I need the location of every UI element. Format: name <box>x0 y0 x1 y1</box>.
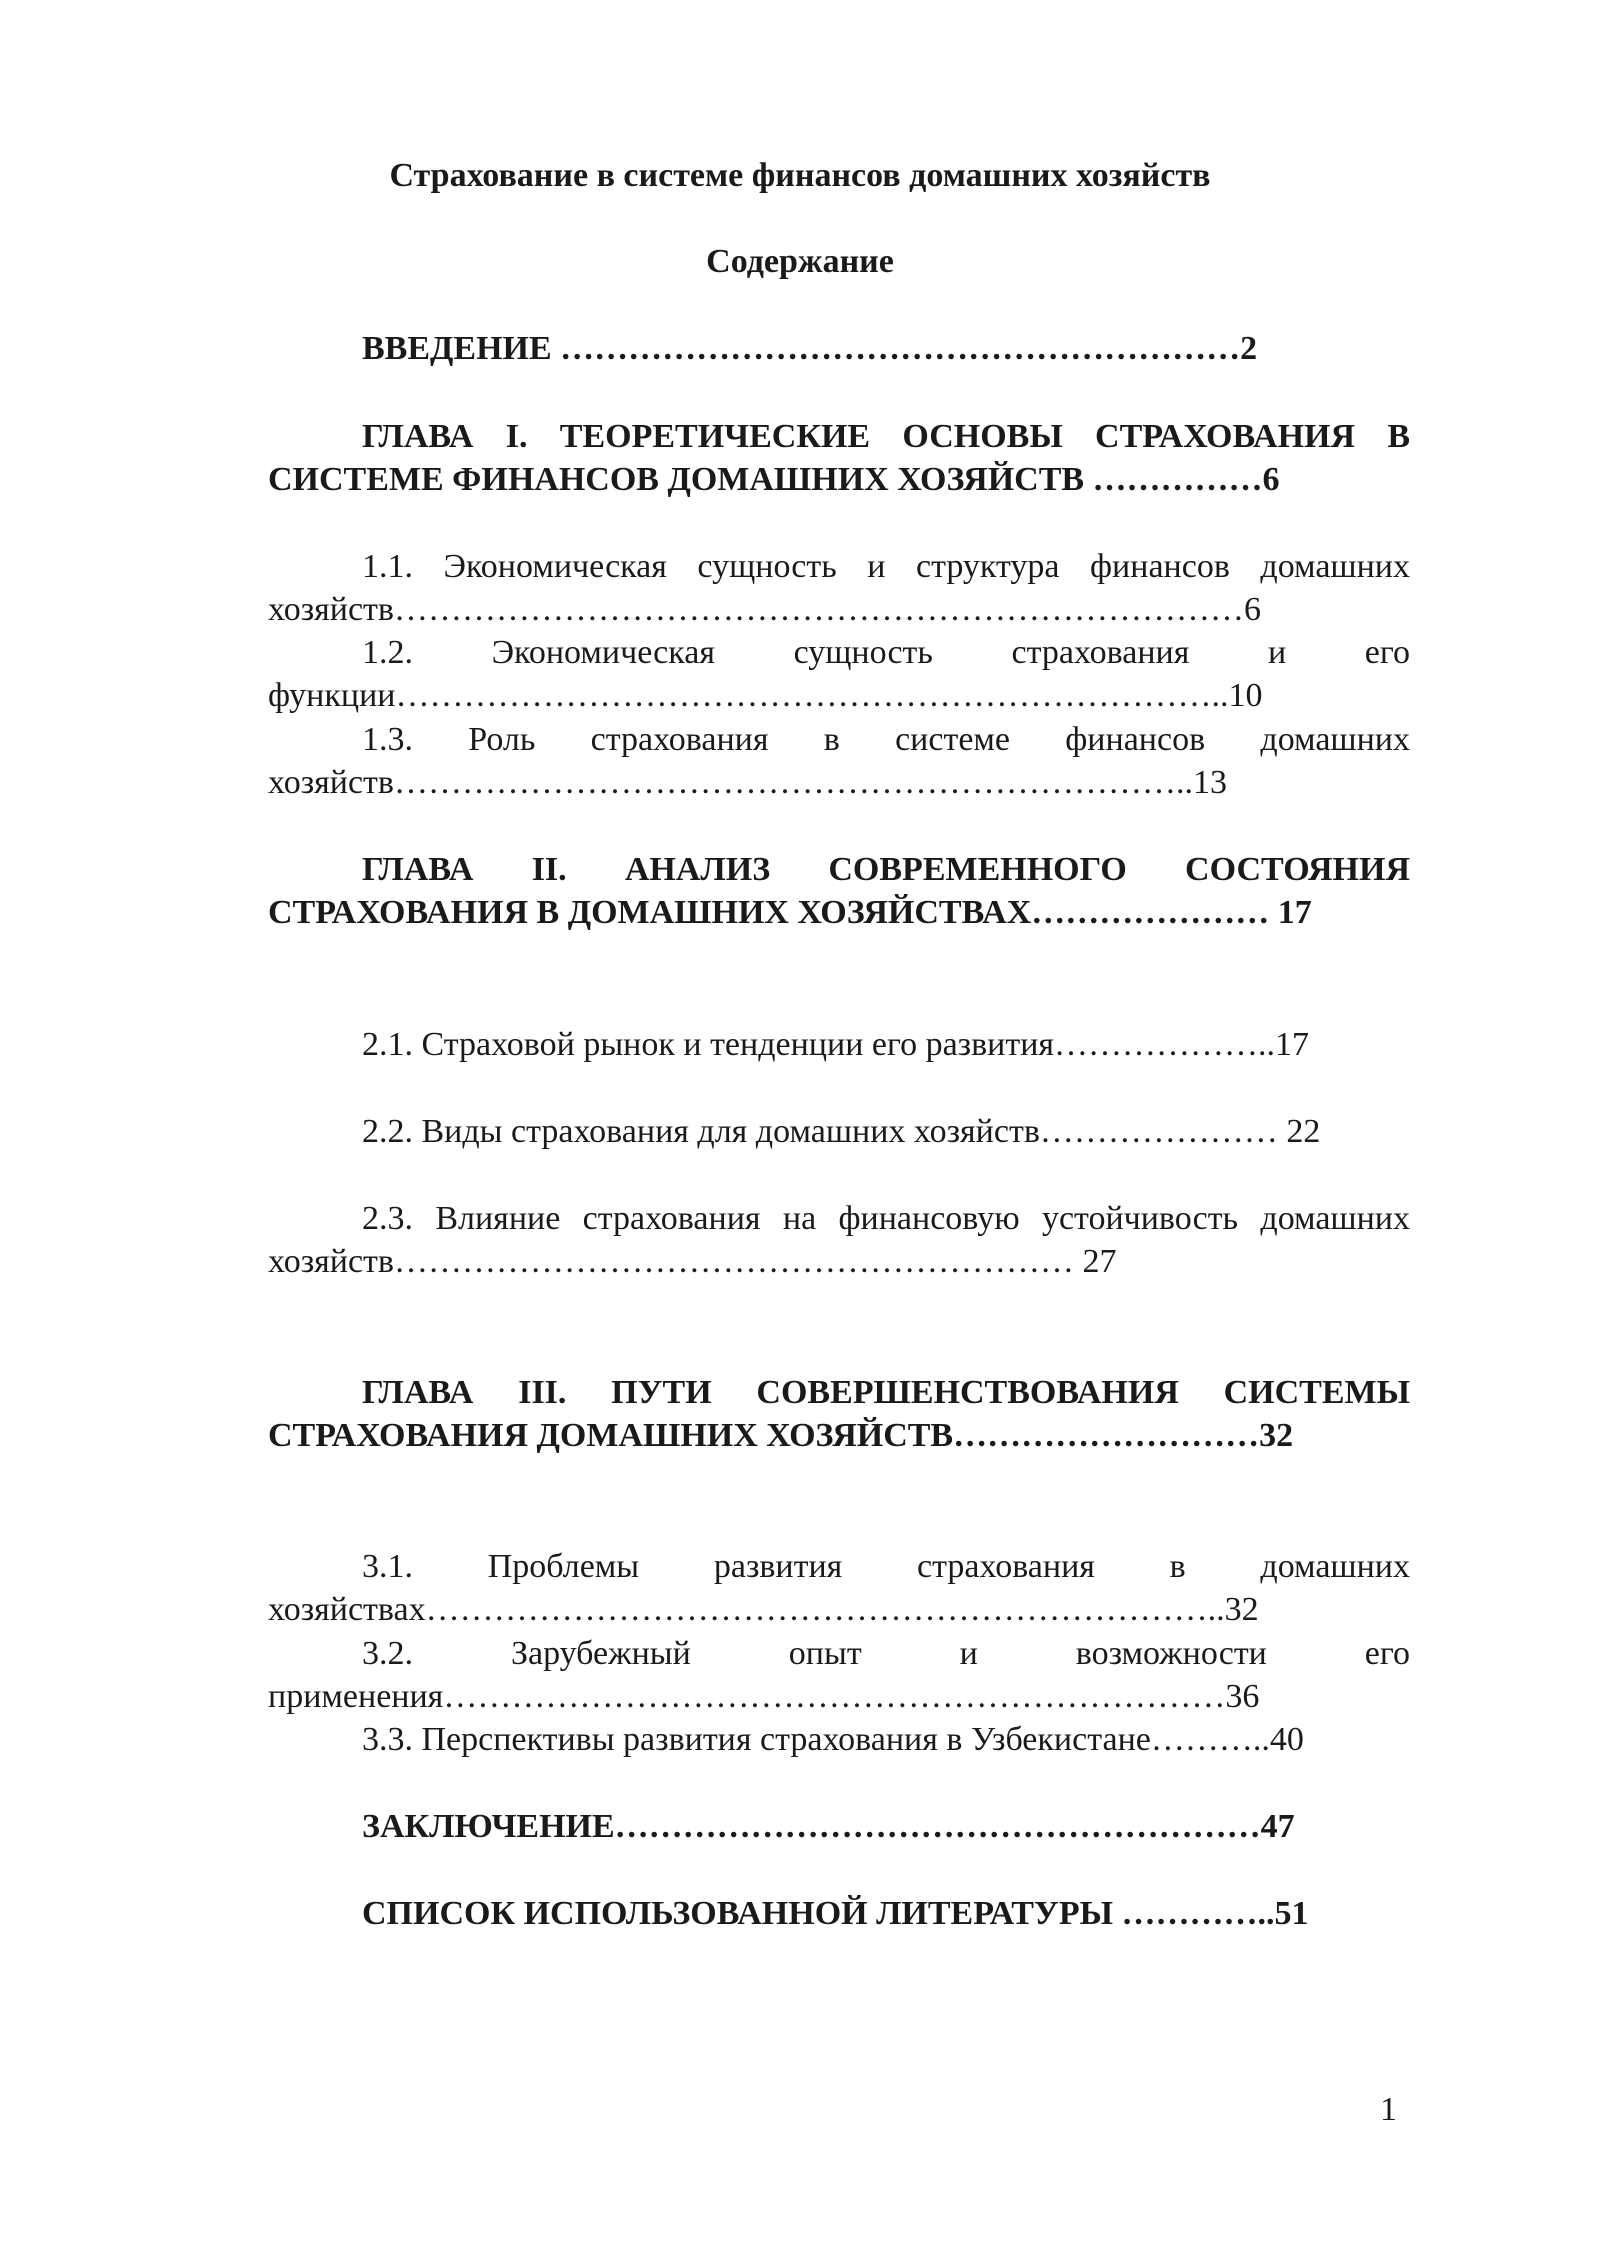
toc-section-3-1: 3.1. Проблемы развития страхования в домашних хозяйствах……………………………………………………………..32 <box>268 1548 1410 1628</box>
toc-chapter-3: ГЛАВА III. ПУТИ СОВЕРШЕНСТВОВАНИЯ СИСТЕМЫ СТРАХОВАНИЯ ДОМАШНИХ ХОЗЯЙСТВ………………………32 <box>268 1374 1410 1454</box>
toc-chapter-2: ГЛАВА II. АНАЛИЗ СОВРЕМЕННОГО СОСТОЯНИЯ СТРАХОВАНИЯ В ДОМАШНИХ ХОЗЯЙСТВАХ………………… 17 <box>268 851 1410 931</box>
toc-section-1-1: 1.1. Экономическая сущность и структура финансов домашних хозяйств…………………………………………………………………6 <box>268 548 1410 628</box>
toc-section-2-2: 2.2. Виды страхования для домашних хозяйств………………… 22 <box>362 1113 1321 1150</box>
toc-section-2-1: 2.1. Страховой рынок и тенденции его развития………………..17 <box>362 1026 1310 1063</box>
toc-section-2-3: 2.3. Влияние страхования на финансовую устойчивость домашних хозяйств…………………………………………………… 27 <box>268 1200 1410 1280</box>
document-title: Страхование в системе финансов домашних хозяйств <box>389 157 1211 194</box>
toc-section-3-2: 3.2. Зарубежный опыт и возможности его применения……………………………………………………………36 <box>268 1635 1410 1715</box>
toc-chapter-1: ГЛАВА I. ТЕОРЕТИЧЕСКИЕ ОСНОВЫ СТРАХОВАНИЯ В СИСТЕМЕ ФИНАНСОВ ДОМАШНИХ ХОЗЯЙСТВ ……………6 <box>268 418 1410 498</box>
toc-section-1-3: 1.3. Роль страхования в системе финансов домашних хозяйств……………………………………………………………..13 <box>268 721 1410 801</box>
toc-introduction: ВВЕДЕНИЕ ……………………………………………………2 <box>362 330 1258 367</box>
toc-section-3-3: 3.3. Перспективы развития страхования в Узбекистане………..40 <box>362 1721 1304 1758</box>
page-number: 1 <box>1380 2091 1397 2128</box>
toc-references: СПИСОК ИСПОЛЬЗОВАННОЙ ЛИТЕРАТУРЫ …………..51 <box>362 1895 1309 1932</box>
contents-heading: Содержание <box>706 243 894 280</box>
toc-section-1-2: 1.2. Экономическая сущность страхования и его функции………………………………………………………………..10 <box>268 634 1410 714</box>
toc-conclusion: ЗАКЛЮЧЕНИЕ…………………………………………………47 <box>362 1808 1295 1845</box>
